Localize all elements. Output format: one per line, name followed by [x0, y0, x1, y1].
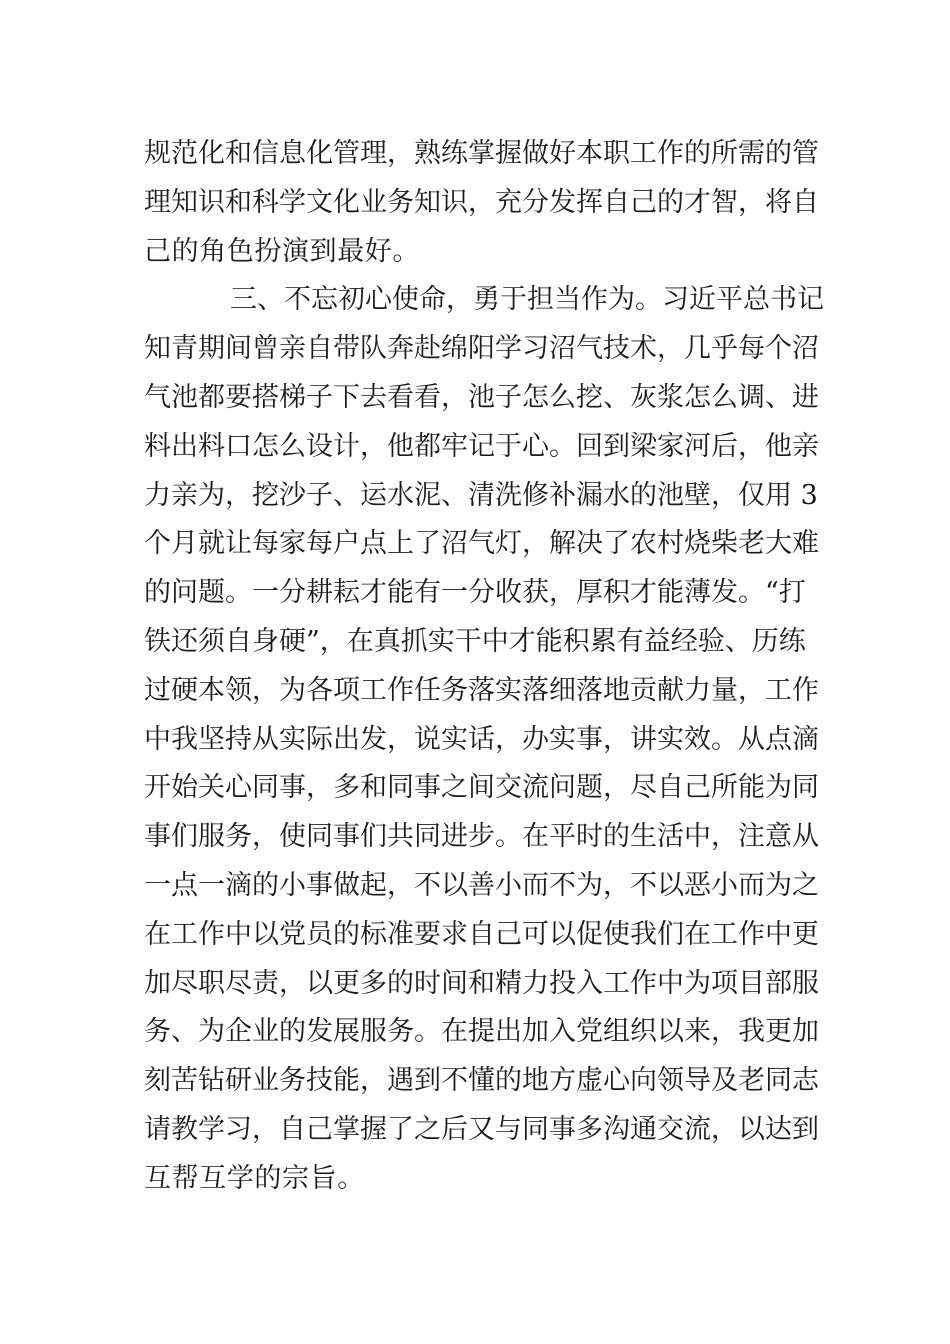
text-line: 规范化和信息化管理，熟练掌握做好本职工作的所需的管	[144, 138, 819, 169]
text-line: 加尽职尽责，以更多的时间和精力投入工作中为项目部服	[144, 967, 819, 999]
text-line: 一点一滴的小事做起，不以善小而不为，不以恶小而为之	[144, 869, 819, 901]
text-line: 在工作中以党员的标准要求自己可以促使我们在工作中更	[144, 918, 819, 950]
text-line: 开始关心同事，多和同事之间交流问题，尽自己所能为同	[144, 772, 819, 804]
body-text	[144, 130, 824, 1204]
paragraph-end-line: 己的角色扮演到最好。	[144, 235, 420, 267]
text-line: 理知识和科学文化业务知识，充分发挥自己的才智，将自	[144, 186, 819, 218]
text-line: 刻苦钻研业务技能，遇到不懂的地方虚心向领导及老同志	[144, 1065, 819, 1097]
section-heading-line: 三、不忘初心使命，勇于担当作为。习近平总书记	[230, 284, 824, 316]
text-line: 过硬本领，为各项工作任务落实落细落地贡献力量，工作	[144, 674, 819, 706]
text-line: 务、为企业的发展服务。在提出加入党组织以来，我更加	[144, 1016, 819, 1048]
text-line: 中我坚持从实际出发，说实话，办实事，讲实效。从点滴	[144, 723, 819, 755]
text-line: 请教学习，自己掌握了之后又与同事多沟通交流，以达到	[144, 1113, 819, 1145]
text-line: 事们服务，使同事们共同进步。在平时的生活中，注意从	[144, 821, 819, 853]
text-line: 个月就让每家每户点上了沼气灯，解决了农村烧柴老大难	[144, 528, 819, 560]
paragraph-end-line: 互帮互学的宗旨。	[144, 1162, 365, 1194]
text-line: 铁还须自身硬”，在真抓实干中才能积累有益经验、历练	[144, 625, 806, 657]
text-line: 力亲为，挖沙子、运水泥、清洗修补漏水的池壁，仅用 3	[144, 479, 818, 511]
text-line: 的问题。一分耕耘才能有一分收获，厚积才能薄发。“打	[144, 577, 806, 609]
text-line: 气池都要搭梯子下去看看，池子怎么挖、灰浆怎么调、进	[144, 381, 819, 413]
text-line: 知青期间曾亲自带队奔赴绵阳学习沼气技术，几乎每个沼	[144, 333, 819, 365]
text-line: 料出料口怎么设计，他都牢记于心。回到梁家河后，他亲	[144, 430, 819, 462]
